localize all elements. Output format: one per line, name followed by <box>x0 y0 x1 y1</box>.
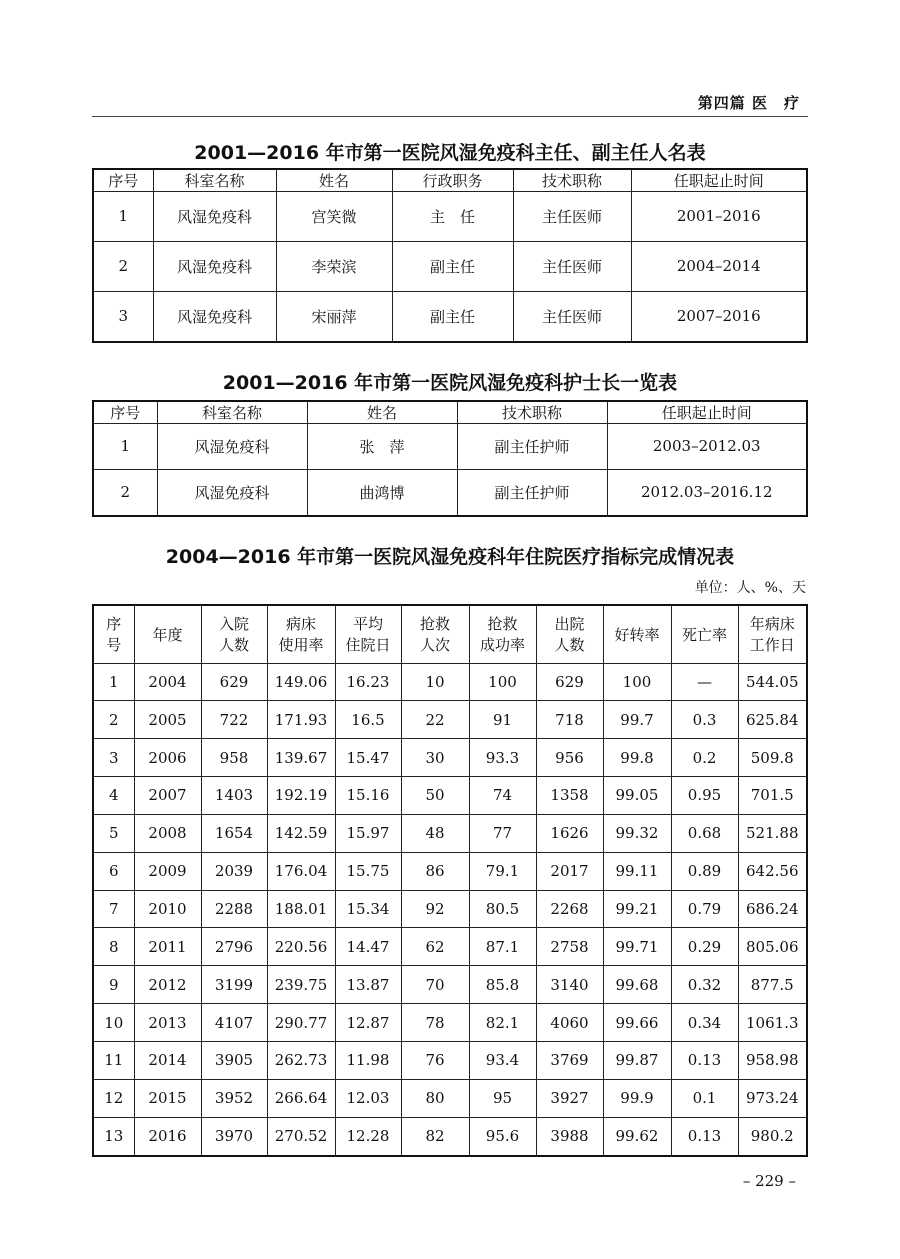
table-row <box>93 1004 807 1042</box>
table-cell: 2011 <box>134 928 201 966</box>
table-cell: 主任医师 <box>513 241 631 291</box>
table-cell: 80 <box>401 1079 469 1117</box>
table-row <box>93 890 807 928</box>
table3-title: 2004—2016 年市第一医院风湿免疫科年住院医疗指标完成情况表 <box>165 546 735 568</box>
table-cell: 0.32 <box>671 966 738 1004</box>
table-cell: 95 <box>469 1079 536 1117</box>
table-header-row <box>93 169 807 192</box>
table-row <box>93 814 807 852</box>
table-cell: 0.2 <box>671 739 738 777</box>
table-row <box>93 777 807 815</box>
table-cell: 主任医师 <box>513 192 631 242</box>
column-header: 抢救 人次 <box>401 605 469 663</box>
table-cell: 93.4 <box>469 1041 536 1079</box>
table-cell: 2004–2014 <box>631 241 807 291</box>
table-cell: 701.5 <box>738 777 807 815</box>
table-cell: 78 <box>401 1004 469 1042</box>
table-cell: 86 <box>401 852 469 890</box>
table-cell: 2001–2016 <box>631 192 807 242</box>
head-nurses-table <box>92 400 808 517</box>
table-cell: 4107 <box>201 1004 267 1042</box>
table-cell: 87.1 <box>469 928 536 966</box>
column-header: 抢救 成功率 <box>469 605 536 663</box>
table-cell: 0.68 <box>671 814 738 852</box>
table-cell: 2009 <box>134 852 201 890</box>
table-cell: 1061.3 <box>738 1004 807 1042</box>
table-row <box>93 701 807 739</box>
table-cell: 980.2 <box>738 1117 807 1156</box>
table-cell: 12.87 <box>335 1004 401 1042</box>
table-cell: 82 <box>401 1117 469 1156</box>
table-cell: 15.47 <box>335 739 401 777</box>
table-cell: 2007 <box>134 777 201 815</box>
table-cell: 290.77 <box>267 1004 335 1042</box>
table-cell: 958.98 <box>738 1041 807 1079</box>
table-cell: 99.68 <box>603 966 671 1004</box>
table-cell: 15.16 <box>335 777 401 815</box>
table-cell: 2016 <box>134 1117 201 1156</box>
table-cell: 805.06 <box>738 928 807 966</box>
table-header-row <box>93 605 807 663</box>
table-cell: 8 <box>93 928 134 966</box>
table-row <box>93 928 807 966</box>
table-cell: 3988 <box>536 1117 603 1156</box>
table-cell: 956 <box>536 739 603 777</box>
table-cell: 3199 <box>201 966 267 1004</box>
table-cell: 1626 <box>536 814 603 852</box>
table-row <box>93 852 807 890</box>
table-cell: 2008 <box>134 814 201 852</box>
table-cell: 877.5 <box>738 966 807 1004</box>
column-header: 序 号 <box>93 605 134 663</box>
table-cell: 99.87 <box>603 1041 671 1079</box>
table-cell: 2014 <box>134 1041 201 1079</box>
table-cell: 2015 <box>134 1079 201 1117</box>
column-header: 姓名 <box>276 169 392 192</box>
table-cell: 77 <box>469 814 536 852</box>
table-cell: 74 <box>469 777 536 815</box>
table-cell: 266.64 <box>267 1079 335 1117</box>
table-cell: 82.1 <box>469 1004 536 1042</box>
table-row <box>93 1117 807 1156</box>
table-cell: 76 <box>401 1041 469 1079</box>
table-row <box>93 291 807 342</box>
unit-label: 单位：人、%、天 <box>694 580 806 596</box>
table-row <box>93 469 807 516</box>
column-header: 科室名称 <box>153 169 276 192</box>
table-cell: 副主任护师 <box>457 424 607 470</box>
table-cell: 220.56 <box>267 928 335 966</box>
table-cell: 4 <box>93 777 134 815</box>
column-header: 平均 住院日 <box>335 605 401 663</box>
table-cell: 99.21 <box>603 890 671 928</box>
table-cell: 0.89 <box>671 852 738 890</box>
table-cell: 张 萍 <box>307 424 457 470</box>
table-cell: 629 <box>536 663 603 701</box>
column-header: 病床 使用率 <box>267 605 335 663</box>
table-cell: 0.3 <box>671 701 738 739</box>
table-cell: 3 <box>93 291 153 342</box>
table-cell: 176.04 <box>267 852 335 890</box>
table-cell: 9 <box>93 966 134 1004</box>
table-cell: 30 <box>401 739 469 777</box>
directors-table <box>92 168 808 343</box>
table-cell: 629 <box>201 663 267 701</box>
column-header: 技术职称 <box>457 401 607 424</box>
table-cell: 79.1 <box>469 852 536 890</box>
table-cell: 2758 <box>536 928 603 966</box>
table-cell: 2288 <box>201 890 267 928</box>
table-row <box>93 241 807 291</box>
table-cell: 62 <box>401 928 469 966</box>
table-cell: 99.7 <box>603 701 671 739</box>
column-header: 入院 人数 <box>201 605 267 663</box>
table-cell: 风湿免疫科 <box>157 469 307 516</box>
table-cell: 7 <box>93 890 134 928</box>
table-cell: 13.87 <box>335 966 401 1004</box>
table-cell: 0.1 <box>671 1079 738 1117</box>
table-cell: 722 <box>201 701 267 739</box>
table-cell: 1 <box>93 424 157 470</box>
table-cell: 509.8 <box>738 739 807 777</box>
table-cell: 1358 <box>536 777 603 815</box>
column-header: 好转率 <box>603 605 671 663</box>
table-cell: 3927 <box>536 1079 603 1117</box>
table-cell: 99.05 <box>603 777 671 815</box>
table-cell: 15.97 <box>335 814 401 852</box>
table-row <box>93 966 807 1004</box>
table-cell: 5 <box>93 814 134 852</box>
table-cell: 149.06 <box>267 663 335 701</box>
table-cell: 主任医师 <box>513 291 631 342</box>
table-cell: 2005 <box>134 701 201 739</box>
table-cell: 93.3 <box>469 739 536 777</box>
table-cell: 1 <box>93 192 153 242</box>
table-header-row <box>93 401 807 424</box>
table-row <box>93 192 807 242</box>
column-header: 年度 <box>134 605 201 663</box>
table-cell: 92 <box>401 890 469 928</box>
table-cell: 曲鸿博 <box>307 469 457 516</box>
table-cell: 副主任 <box>392 291 513 342</box>
table-cell: 4060 <box>536 1004 603 1042</box>
table-cell: 139.67 <box>267 739 335 777</box>
table-cell: 0.34 <box>671 1004 738 1042</box>
table-cell: 80.5 <box>469 890 536 928</box>
table-cell: 14.47 <box>335 928 401 966</box>
running-header <box>92 92 808 116</box>
table-cell: 12.03 <box>335 1079 401 1117</box>
table-cell: 99.62 <box>603 1117 671 1156</box>
table-cell: 188.01 <box>267 890 335 928</box>
table-cell: 风湿免疫科 <box>153 241 276 291</box>
table-cell: 3952 <box>201 1079 267 1117</box>
table-cell: 2268 <box>536 890 603 928</box>
column-header: 死亡率 <box>671 605 738 663</box>
table-cell: 13 <box>93 1117 134 1156</box>
table-cell: 3905 <box>201 1041 267 1079</box>
table-cell: 270.52 <box>267 1117 335 1156</box>
header-divider <box>92 116 808 117</box>
table-cell: 6 <box>93 852 134 890</box>
table-cell: 85.8 <box>469 966 536 1004</box>
table-cell: 973.24 <box>738 1079 807 1117</box>
table-cell: 1 <box>93 663 134 701</box>
table-cell: 99.66 <box>603 1004 671 1042</box>
table-cell: 2012.03–2016.12 <box>607 469 807 516</box>
table-cell: 2 <box>93 469 157 516</box>
column-header: 年病床 工作日 <box>738 605 807 663</box>
table-cell: 50 <box>401 777 469 815</box>
table-row <box>93 424 807 470</box>
table-cell: 0.79 <box>671 890 738 928</box>
table-cell: 48 <box>401 814 469 852</box>
table-cell: 100 <box>603 663 671 701</box>
table-cell: 2 <box>93 701 134 739</box>
table-cell: 70 <box>401 966 469 1004</box>
table-cell: 262.73 <box>267 1041 335 1079</box>
column-header: 序号 <box>93 169 153 192</box>
table-row <box>93 663 807 701</box>
table-cell: 2006 <box>134 739 201 777</box>
table-cell: 风湿免疫科 <box>153 192 276 242</box>
table-cell: 风湿免疫科 <box>153 291 276 342</box>
table-cell: 0.95 <box>671 777 738 815</box>
table-cell: — <box>671 663 738 701</box>
column-header: 任职起止时间 <box>607 401 807 424</box>
table-cell: 风湿免疫科 <box>157 424 307 470</box>
table-cell: 宋丽萍 <box>276 291 392 342</box>
table-cell: 15.34 <box>335 890 401 928</box>
table-cell: 2796 <box>201 928 267 966</box>
table-cell: 22 <box>401 701 469 739</box>
table-cell: 11 <box>93 1041 134 1079</box>
table1-title: 2001—2016 年市第一医院风湿免疫科主任、副主任人名表 <box>194 142 706 164</box>
table-cell: 3 <box>93 739 134 777</box>
table-cell: 李荣滨 <box>276 241 392 291</box>
table-cell: 99.8 <box>603 739 671 777</box>
table-row <box>93 1041 807 1079</box>
column-header: 科室名称 <box>157 401 307 424</box>
table2-title: 2001—2016 年市第一医院风湿免疫科护士长一览表 <box>222 372 678 394</box>
table-cell: 2 <box>93 241 153 291</box>
table-cell: 2010 <box>134 890 201 928</box>
page-number: – 229 – <box>742 1172 796 1190</box>
column-header: 序号 <box>93 401 157 424</box>
table-cell: 686.24 <box>738 890 807 928</box>
table-cell: 95.6 <box>469 1117 536 1156</box>
column-header: 技术职称 <box>513 169 631 192</box>
table-cell: 99.32 <box>603 814 671 852</box>
table-cell: 958 <box>201 739 267 777</box>
table-cell: 1654 <box>201 814 267 852</box>
table-cell: 239.75 <box>267 966 335 1004</box>
table-cell: 171.93 <box>267 701 335 739</box>
table-cell: 100 <box>469 663 536 701</box>
table-cell: 12.28 <box>335 1117 401 1156</box>
table-cell: 2007–2016 <box>631 291 807 342</box>
table-cell: 544.05 <box>738 663 807 701</box>
table-cell: 99.11 <box>603 852 671 890</box>
table-cell: 2003–2012.03 <box>607 424 807 470</box>
table-cell: 142.59 <box>267 814 335 852</box>
table-cell: 10 <box>93 1004 134 1042</box>
table-cell: 3769 <box>536 1041 603 1079</box>
table-cell: 16.5 <box>335 701 401 739</box>
table-cell: 副主任 <box>392 241 513 291</box>
section-title: 第四篇 医 疗 <box>697 94 800 112</box>
table-cell: 0.13 <box>671 1041 738 1079</box>
table-cell: 91 <box>469 701 536 739</box>
table-cell: 2017 <box>536 852 603 890</box>
table-row <box>93 739 807 777</box>
table-cell: 2004 <box>134 663 201 701</box>
table-cell: 1403 <box>201 777 267 815</box>
table-cell: 2013 <box>134 1004 201 1042</box>
table-cell: 15.75 <box>335 852 401 890</box>
column-header: 姓名 <box>307 401 457 424</box>
table-cell: 副主任护师 <box>457 469 607 516</box>
table-cell: 99.71 <box>603 928 671 966</box>
table-cell: 3970 <box>201 1117 267 1156</box>
column-header: 任职起止时间 <box>631 169 807 192</box>
table-cell: 521.88 <box>738 814 807 852</box>
inpatient-indicators-table <box>92 604 808 1157</box>
table-cell: 11.98 <box>335 1041 401 1079</box>
table-cell: 0.13 <box>671 1117 738 1156</box>
table-cell: 2039 <box>201 852 267 890</box>
table-cell: 0.29 <box>671 928 738 966</box>
table-cell: 10 <box>401 663 469 701</box>
table-cell: 99.9 <box>603 1079 671 1117</box>
table-cell: 625.84 <box>738 701 807 739</box>
table-cell: 2012 <box>134 966 201 1004</box>
column-header: 行政职务 <box>392 169 513 192</box>
table-cell: 718 <box>536 701 603 739</box>
column-header: 出院 人数 <box>536 605 603 663</box>
table-cell: 12 <box>93 1079 134 1117</box>
table-cell: 3140 <box>536 966 603 1004</box>
table-cell: 642.56 <box>738 852 807 890</box>
table-cell: 主 任 <box>392 192 513 242</box>
table-cell: 16.23 <box>335 663 401 701</box>
table-cell: 宫笑微 <box>276 192 392 242</box>
table-cell: 192.19 <box>267 777 335 815</box>
table-row <box>93 1079 807 1117</box>
